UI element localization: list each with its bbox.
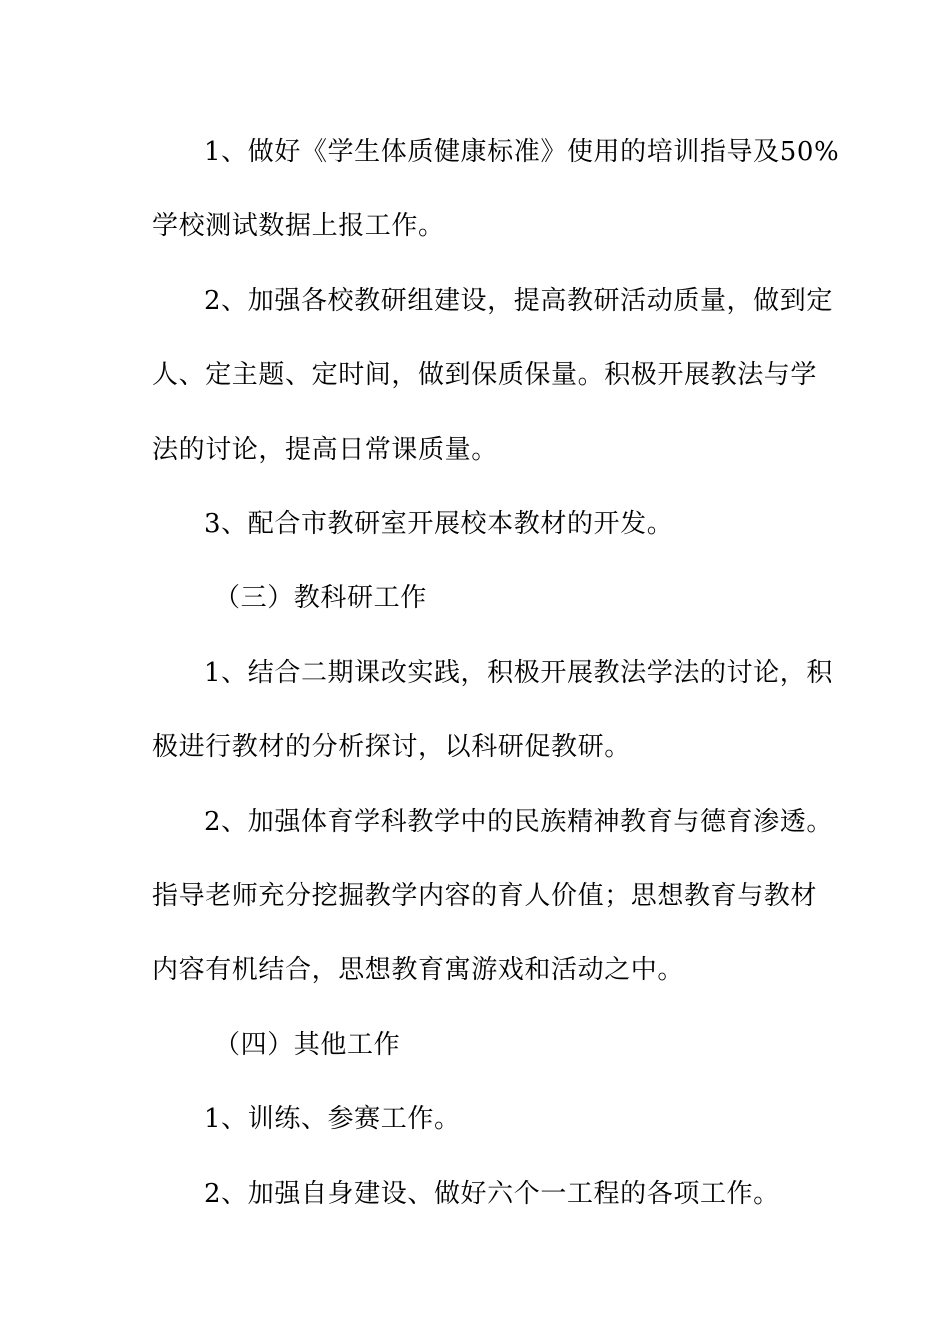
- paragraph-line-2: 学校测试数据上报工作。: [152, 211, 445, 241]
- paragraph-line-3: 2、加强各校教研组建设，提高教研活动质量，做到定: [204, 286, 833, 316]
- paragraph-line-6: 3、配合市教研室开展校本教材的开发。: [204, 509, 674, 539]
- paragraph-line-9: 2、加强体育学科教学中的民族精神教育与德育渗透。: [204, 807, 833, 837]
- paragraph-line-8: 极进行教材的分析探讨，以科研促教研。: [152, 732, 631, 762]
- section-heading-3: （三）教科研工作: [214, 583, 427, 613]
- paragraph-line-11: 内容有机结合，思想教育寓游戏和活动之中。: [152, 955, 685, 985]
- paragraph-line-13: 2、加强自身建设、做好六个一工程的各项工作。: [204, 1179, 780, 1209]
- section-heading-4: （四）其他工作: [214, 1030, 401, 1060]
- paragraph-line-1: 1、做好《学生体质健康标准》使用的培训指导及50%: [204, 137, 840, 167]
- paragraph-line-12: 1、训练、参赛工作。: [204, 1104, 461, 1134]
- paragraph-line-4: 人、定主题、定时间，做到保质保量。积极开展教法与学: [152, 360, 818, 390]
- paragraph-line-7: 1、结合二期课改实践，积极开展教法学法的讨论，积: [204, 658, 833, 688]
- paragraph-line-5: 法的讨论，提高日常课质量。: [152, 435, 498, 465]
- paragraph-line-10: 指导老师充分挖掘教学内容的育人价值；思想教育与教材: [152, 881, 818, 911]
